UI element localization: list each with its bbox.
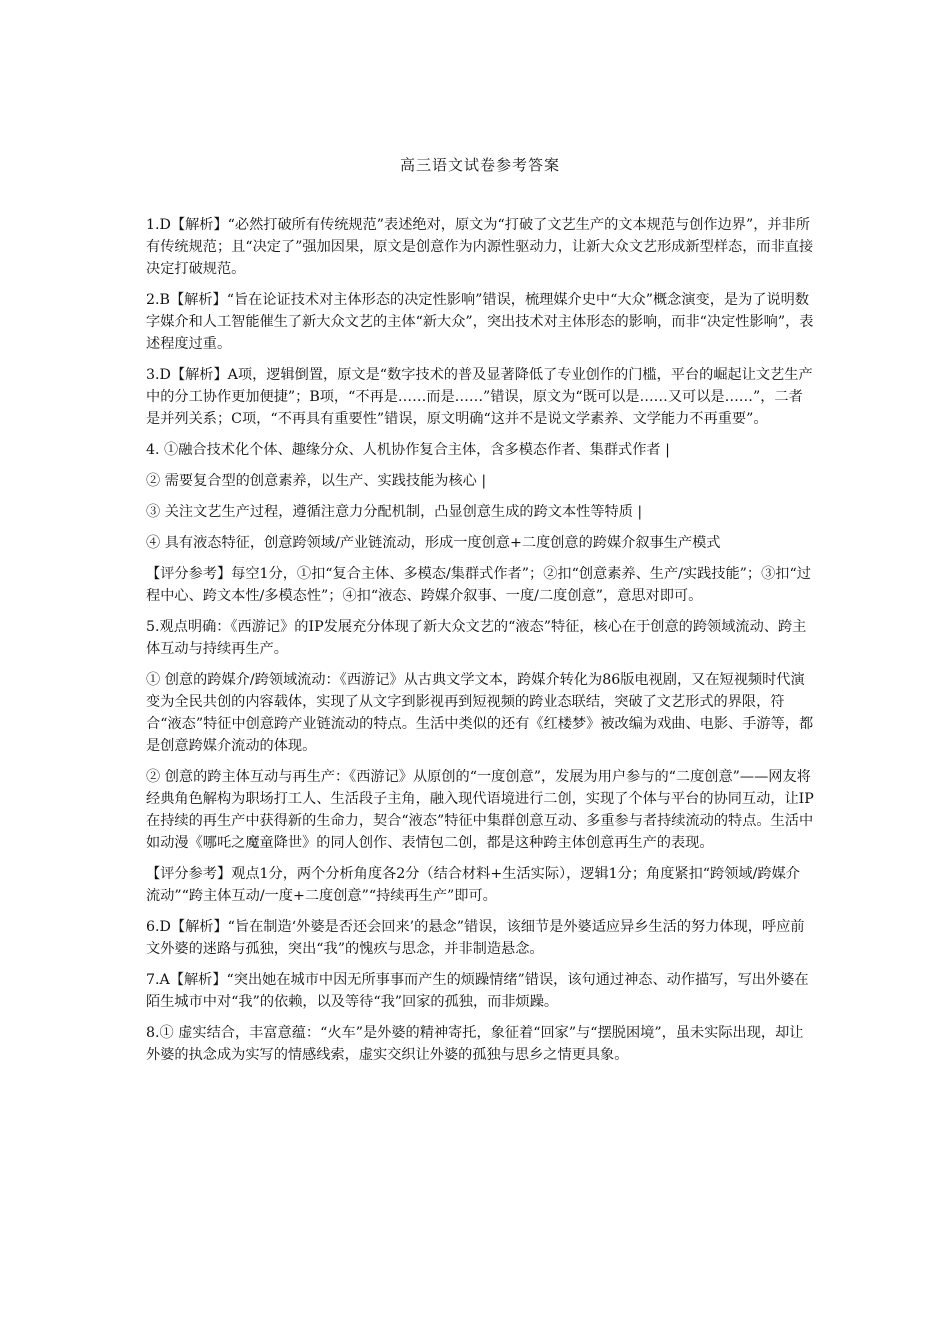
answer-7-paragraph: 7.A【解析】“突出她在城市中因无所事事而产生的烦躁情绪”错误，该句通过神态、动作描写，写出外婆在陌生城市中对“我”的依赖，以及等待“我”回家的孤独，而非烦躁。 xyxy=(146,972,809,1010)
answer-6-paragraph: 6.D【解析】“旨在制造‘外婆是否还会回来’的悬念”错误，该细节是外婆适应异乡生活的努力体现，呼应前文外婆的迷路与孤独，突出“我”的愧疚与思念，并非制造悬念。 xyxy=(146,919,805,957)
answer-5-point-2: ② 创意的跨主体互动与再生产：《西游记》从原创的“一度创意”，发展为用户参与的“二度创意”——网友将经典角色解构为职场打工人、生活段子主角，融入现代语境进行二创，实现了个体与平台的协同互动，让IP在持续的再生产中获得新的生命力，契合“液态”特征中集群创意互动、多重参与者持续流动的特点。生活中如动漫《哪吒之魔童降世》的同人创作、表情包二创，都是这种跨主体创意再生产的表现。 xyxy=(146,769,814,851)
answer-4-point-2: ② 需要复合型的创意素养，以生产、实践技能为核心 | xyxy=(146,473,487,489)
answer-4-scoring: 【评分参考】每空1分，①扣“复合主体、多模态/集群式作者”；②扣“创意素养、生产/实践技能”；③扣“过程中心、跨文本性/多模态性”；④扣“液态、跨媒介叙事、一度/二度创意”，意思对即可。 xyxy=(146,566,811,604)
answer-4-point-4: ④ 具有液态特征，创意跨领域/产业链流动，形成一度创意+二度创意的跨媒介叙事生产模式 xyxy=(146,535,721,551)
answer-1-paragraph: 1.D【解析】“必然打破所有传统规范”表述绝对，原文为“打破了文艺生产的文本规范与创作边界”，并非所有传统规范；且“决定了”强加因果，原文是创意作为内源性驱动力，让新大众文艺形成新型样态，而非直接决定打破规范。 xyxy=(146,217,814,277)
answer-4-point-3: ③ 关注文艺生产过程，遵循注意力分配机制，凸显创意生成的跨文本性等特质 | xyxy=(146,504,643,520)
answer-5-thesis: 5.观点明确：《西游记》的IP发展充分体现了新大众文艺的“液态”特征，核心在于创意的跨领域流动、跨主体互动与持续再生产。 xyxy=(146,619,807,657)
answer-2-paragraph: 2.B【解析】“旨在论证技术对主体形态的决定性影响”错误，梳理媒介史中“大众”概念演变，是为了说明数字媒介和人工智能催生了新大众文艺的主体“新大众”，突出技术对主体形态的影响，而非“决定性影响”，表述程度过重。 xyxy=(146,292,814,352)
answer-5-point-1: ① 创意的跨媒介/跨领域流动：《西游记》从古典文学文本，跨媒介转化为86版电视剧，又在短视频时代演变为全民共创的内容载体，实现了从文字到影视再到短视频的跨业态联结，突破了文艺形式的界限，符合“液态”特征中创意跨产业链流动的特点。生活中类似的还有《红楼梦》被改编为戏曲、电影、手游等，都是创意跨媒介流动的体现。 xyxy=(146,672,814,754)
document-title: 高三语文试卷参考答案 xyxy=(399,156,560,174)
answer-8-paragraph: 8.① 虚实结合，丰富意蕴：“火车”是外婆的精神寄托，象征着“回家”与“摆脱困境”，虽未实际出现，却让外婆的执念成为实写的情感线索，虚实交织让外婆的孤独与思乡之情更具象。 xyxy=(146,1025,804,1063)
answer-4-point-1: 4. ①融合技术化个体、趣缘分众、人机协作复合主体，含多模态作者、集群式作者 | xyxy=(146,442,670,458)
answer-5-scoring: 【评分参考】观点1分，两个分析角度各2分（结合材料+生活实际），逻辑1分；角度紧扣“跨领域/跨媒介流动”“跨主体互动/一度+二度创意”“持续再生产”即可。 xyxy=(146,866,800,904)
answer-content xyxy=(146,214,814,1075)
answer-3-paragraph: 3.D【解析】A项，逻辑倒置，原文是“数字技术的普及显著降低了专业创作的门槛，平台的崛起让文艺生产中的分工协作更加便捷”；B项，“不再是……而是……”错误，原文为“既可以是……又可以是……”，二者是并列关系；C项，“不再具有重要性”错误，原文明确“这并不是说文学素养、文学能力不再重要”。 xyxy=(146,367,813,427)
